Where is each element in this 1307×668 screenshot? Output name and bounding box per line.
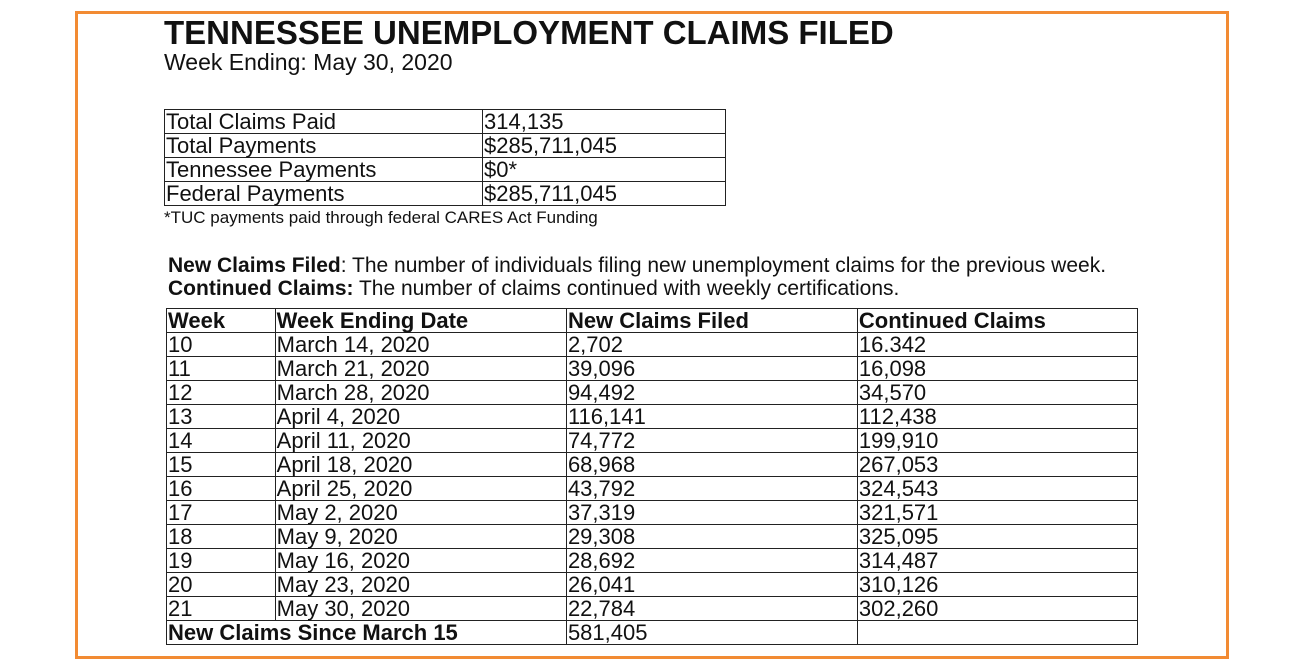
table-header-row — [167, 309, 1138, 333]
cell-week: 13 — [167, 405, 276, 429]
summary-label: Tennessee Payments — [165, 158, 483, 182]
cell-week: 21 — [167, 597, 276, 621]
cell-new-claims: 2,702 — [566, 333, 857, 357]
cell-continued-claims: 112,438 — [857, 405, 1137, 429]
definition-term: New Claims Filed — [168, 254, 341, 277]
table-row — [167, 453, 1138, 477]
frame-border-left — [75, 11, 78, 659]
table-row — [167, 357, 1138, 381]
cell-continued-claims: 34,570 — [857, 381, 1137, 405]
cell-continued-claims: 325,095 — [857, 525, 1137, 549]
total-row — [167, 621, 1138, 645]
footnote: *TUC payments paid through federal CARES Act Funding — [164, 208, 598, 227]
cell-week: 15 — [167, 453, 276, 477]
cell-new-claims: 39,096 — [566, 357, 857, 381]
cell-continued-claims: 199,910 — [857, 429, 1137, 453]
column-header-new-claims: New Claims Filed — [566, 309, 857, 333]
cell-continued-claims: 314,487 — [857, 549, 1137, 573]
frame-border-bottom — [75, 656, 1229, 659]
cell-week-ending-date: May 2, 2020 — [275, 501, 566, 525]
table-row — [167, 549, 1138, 573]
payments-summary-table — [164, 109, 726, 206]
cell-new-claims: 94,492 — [566, 381, 857, 405]
definition-term: Continued Claims: — [168, 277, 354, 300]
cell-week-ending-date: April 18, 2020 — [275, 453, 566, 477]
table-row — [167, 525, 1138, 549]
table-row — [167, 333, 1138, 357]
cell-continued-claims: 267,053 — [857, 453, 1137, 477]
summary-row — [165, 134, 726, 158]
cell-week-ending-date: April 4, 2020 — [275, 405, 566, 429]
frame-border-right — [1226, 11, 1229, 659]
cell-week: 14 — [167, 429, 276, 453]
table-row — [167, 429, 1138, 453]
summary-value: 314,135 — [483, 110, 726, 134]
column-header-continued-claims: Continued Claims — [857, 309, 1137, 333]
cell-continued-claims: 321,571 — [857, 501, 1137, 525]
definitions — [168, 254, 1106, 300]
cell-continued-claims: 16.342 — [857, 333, 1137, 357]
page-title: TENNESSEE UNEMPLOYMENT CLAIMS FILED — [164, 14, 894, 51]
cell-week: 11 — [167, 357, 276, 381]
cell-week: 17 — [167, 501, 276, 525]
summary-label: Federal Payments — [165, 182, 483, 206]
weekly-claims-table — [166, 308, 1138, 645]
cell-continued-claims: 310,126 — [857, 573, 1137, 597]
cell-week-ending-date: May 9, 2020 — [275, 525, 566, 549]
cell-new-claims: 43,792 — [566, 477, 857, 501]
table-row — [167, 405, 1138, 429]
cell-week: 19 — [167, 549, 276, 573]
cell-new-claims: 116,141 — [566, 405, 857, 429]
cell-week-ending-date: March 21, 2020 — [275, 357, 566, 381]
cell-week: 12 — [167, 381, 276, 405]
cell-week-ending-date: March 14, 2020 — [275, 333, 566, 357]
cell-week-ending-date: April 25, 2020 — [275, 477, 566, 501]
table-row — [167, 381, 1138, 405]
page-subtitle: Week Ending: May 30, 2020 — [164, 49, 453, 75]
definition-text: : The number of individuals filing new unemployment claims for the previous week. — [340, 254, 1107, 277]
cell-week-ending-date: April 11, 2020 — [275, 429, 566, 453]
cell-new-claims: 28,692 — [566, 549, 857, 573]
definition-continued-claims — [168, 277, 1106, 300]
cell-new-claims: 37,319 — [566, 501, 857, 525]
cell-continued-claims: 16,098 — [857, 357, 1137, 381]
summary-label: Total Payments — [165, 134, 483, 158]
table-row — [167, 573, 1138, 597]
cell-week-ending-date: March 28, 2020 — [275, 381, 566, 405]
cell-week-ending-date: May 23, 2020 — [275, 573, 566, 597]
summary-label: Total Claims Paid — [165, 110, 483, 134]
column-header-week-ending-date: Week Ending Date — [275, 309, 566, 333]
cell-new-claims: 26,041 — [566, 573, 857, 597]
definition-text: The number of claims continued with weekly certifications. — [353, 277, 900, 300]
table-row — [167, 597, 1138, 621]
summary-value: $0* — [483, 158, 726, 182]
cell-new-claims: 74,772 — [566, 429, 857, 453]
cell-new-claims: 68,968 — [566, 453, 857, 477]
summary-row — [165, 110, 726, 134]
cell-week-ending-date: May 30, 2020 — [275, 597, 566, 621]
cell-week: 10 — [167, 333, 276, 357]
column-header-week: Week — [167, 309, 276, 333]
summary-value: $285,711,045 — [483, 182, 726, 206]
table-row — [167, 501, 1138, 525]
summary-row — [165, 182, 726, 206]
table-row — [167, 477, 1138, 501]
total-label: New Claims Since March 15 — [167, 621, 567, 645]
cell-week-ending-date: May 16, 2020 — [275, 549, 566, 573]
cell-week: 16 — [167, 477, 276, 501]
cell-new-claims: 22,784 — [566, 597, 857, 621]
summary-row — [165, 158, 726, 182]
summary-value: $285,711,045 — [483, 134, 726, 158]
cell-week: 20 — [167, 573, 276, 597]
total-continued-claims — [857, 621, 1137, 645]
cell-week: 18 — [167, 525, 276, 549]
cell-new-claims: 29,308 — [566, 525, 857, 549]
cell-continued-claims: 324,543 — [857, 477, 1137, 501]
total-new-claims: 581,405 — [566, 621, 857, 645]
definition-new-claims — [168, 254, 1106, 277]
cell-continued-claims: 302,260 — [857, 597, 1137, 621]
